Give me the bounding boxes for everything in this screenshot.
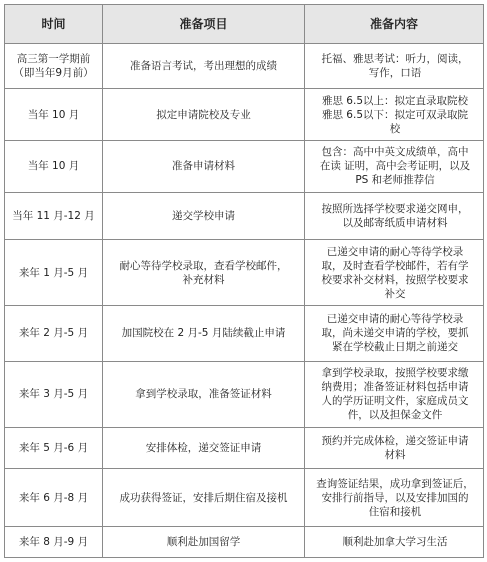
cell-time: 当年 10 月 [5, 89, 103, 141]
cell-content: 已递交申请的耐心等待学校录 取，尚未递交申请的学校，要抓 紧在学校截止日期之前递交 [305, 306, 484, 362]
cell-content: 拿到学校录取，按照学校要求缴 纳费用；准备签证材料包括申请 人的学历证明文件，家庭成员文 件，以及担保金文件 [305, 361, 484, 427]
table-row [5, 44, 484, 89]
cell-time: 当年 10 月 [5, 141, 103, 193]
cell-time: 当年 11 月-12 月 [5, 192, 103, 239]
cell-time: 来年 8 月-9 月 [5, 526, 103, 557]
header-item: 准备项目 [103, 5, 305, 44]
cell-item: 加国院校在 2 月-5 月陆续截止申请 [103, 306, 305, 362]
table-row [5, 141, 484, 193]
table-row [5, 89, 484, 141]
cell-item: 耐心等待学校录取，查看学校邮件， 补充材料 [103, 240, 305, 306]
table-row [5, 192, 484, 239]
cell-item: 安排体检，递交签证申请 [103, 427, 305, 468]
cell-content: 预约并完成体检，递交签证申请 材料 [305, 427, 484, 468]
cell-content: 雅思 6.5以上：拟定直录取院校 雅思 6.5以下：拟定可双录取院 校 [305, 89, 484, 141]
table-row [5, 240, 484, 306]
cell-time: 来年 6 月-8 月 [5, 469, 103, 527]
cell-content: 包含：高中中英文成绩单，高中 在读 证明，高中会考证明，以及 PS 和老师推荐信 [305, 141, 484, 193]
schedule-table-wrapper [4, 4, 483, 558]
cell-item: 拿到学校录取，准备签证材料 [103, 361, 305, 427]
cell-time: 高三第一学期前 （即当年9月前） [5, 44, 103, 89]
cell-content: 按照所选择学校要求递交网申， 以及邮寄纸质申请材料 [305, 192, 484, 239]
table-header-row [5, 5, 484, 44]
table-row [5, 306, 484, 362]
cell-item: 准备语言考试，考出理想的成绩 [103, 44, 305, 89]
cell-item: 准备申请材料 [103, 141, 305, 193]
cell-content: 查询签证结果，成功拿到签证后， 安排行前指导，以及安排加国的 住宿和接机 [305, 469, 484, 527]
cell-time: 来年 5 月-6 月 [5, 427, 103, 468]
header-content: 准备内容 [305, 5, 484, 44]
cell-item: 递交学校申请 [103, 192, 305, 239]
cell-content: 托福、雅思考试：听力，阅读， 写作，口语 [305, 44, 484, 89]
cell-item: 拟定申请院校及专业 [103, 89, 305, 141]
table-row [5, 526, 484, 557]
cell-time: 来年 1 月-5 月 [5, 240, 103, 306]
cell-content: 顺利赴加拿大学习生活 [305, 526, 484, 557]
table-row [5, 469, 484, 527]
schedule-table [4, 4, 484, 558]
table-row [5, 427, 484, 468]
header-time: 时间 [5, 5, 103, 44]
cell-time: 来年 3 月-5 月 [5, 361, 103, 427]
table-row [5, 361, 484, 427]
cell-content: 已递交申请的耐心等待学校录 取，及时查看学校邮件，若有学 校要求补交材料，按照学校要求 补交 [305, 240, 484, 306]
cell-time: 来年 2 月-5 月 [5, 306, 103, 362]
cell-item: 成功获得签证，安排后期住宿及接机 [103, 469, 305, 527]
cell-item: 顺利赴加国留学 [103, 526, 305, 557]
